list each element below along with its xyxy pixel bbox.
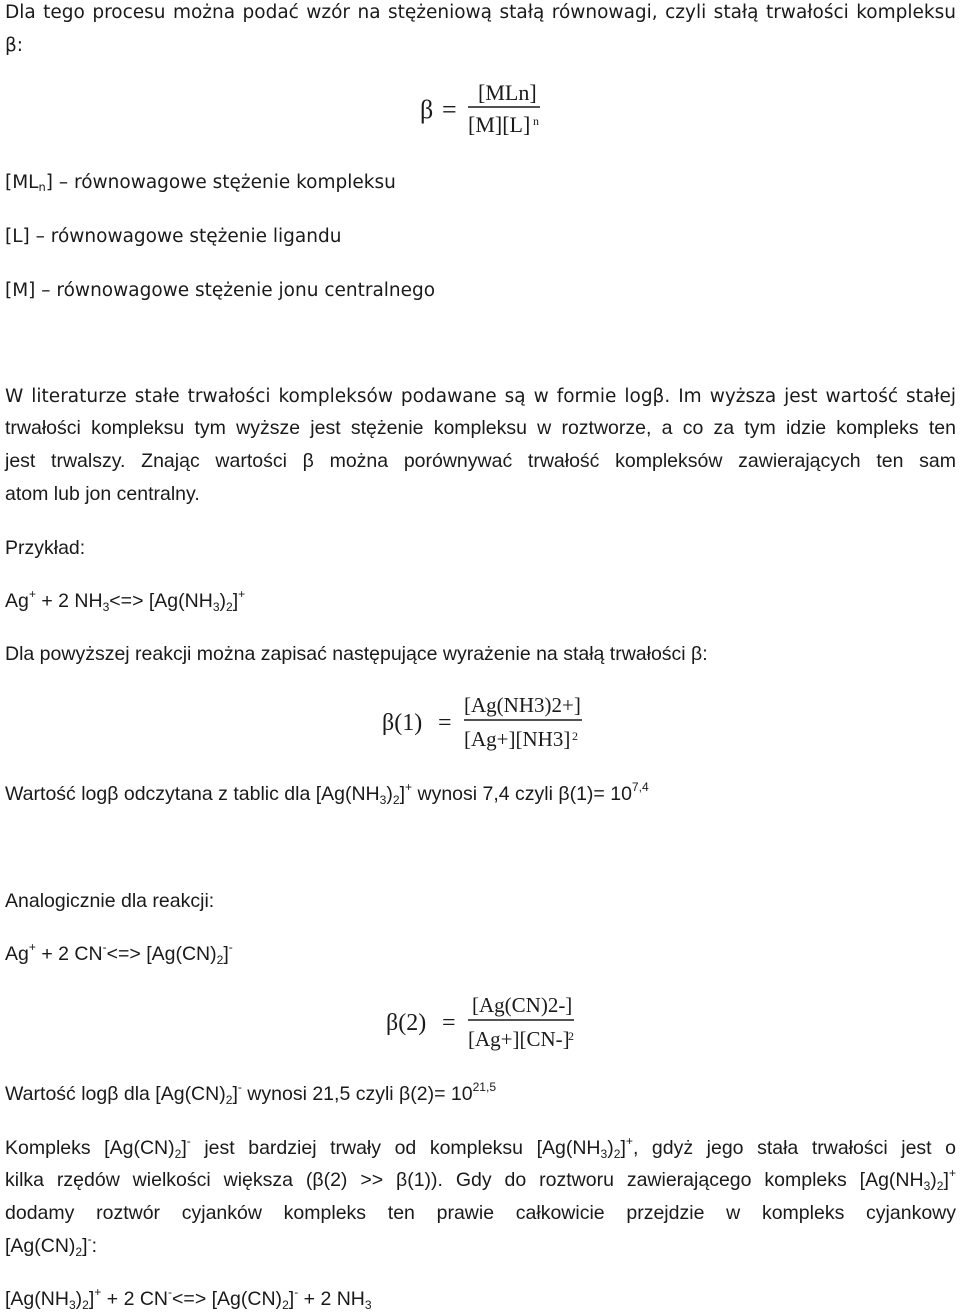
formula-beta1-exponent: 2 — [572, 729, 578, 743]
value-1: Wartość logβ odczytana z tablic dla $[Ag(NH_3)_2]^+$ wynosi 7,4 czyli $\beta(1)= 10^{7,4}$ — [5, 779, 649, 807]
formula-beta1-eq: = — [438, 710, 452, 736]
formula-beta2-lhs: β(2) — [386, 1010, 427, 1036]
formula-beta1 — [380, 688, 590, 754]
paragraph2-line-3: dodamy roztwór cyjanków kompleks ten prawie całkowicie przejdzie w kompleks cyjankowy — [5, 1202, 956, 1224]
reaction-1: Ag+ + 2 $NH_3<=> [Ag(NH_3)_2]^+$ — [5, 586, 246, 614]
definition-m: [M] – równowagowe stężenie jonu centralnego — [5, 280, 436, 301]
analog-label: Analogicznie dla reakcji: — [5, 890, 215, 912]
formula-beta2-denominator: [Ag+][CN-] — [468, 1027, 570, 1051]
expression-intro: Dla powyższej reakcji można zapisać następujące wyrażenie na stałą trwałości β: — [5, 643, 708, 665]
formula-beta-lhs: β — [420, 95, 434, 124]
intro-line-1: Dla tego procesu można podać wzór na stężeniową stałą równowagi, czyli stałą trwałości kompleksu — [5, 2, 956, 23]
paragraph1-line-1: W literaturze stałe trwałości kompleksów podawane są w formie logβ. Im wyższa jest wartość stałej — [5, 386, 956, 407]
paragraph2-line-1: Kompleks $[Ag(CN)_2]^-$ jest bardziej trwały od kompleksu $[Ag(NH_3)_2]^+$, gdyż jego stała trwałości jest o — [5, 1133, 956, 1161]
paragraph2-line-4: $[Ag(CN)_2]^-$: — [5, 1231, 98, 1259]
intro-line-2: β: — [5, 35, 24, 56]
reaction-2: Ag+ + 2 $CN^-<=> [Ag(CN)_2]^-$ — [5, 939, 233, 967]
example-label: Przykład: — [5, 537, 86, 559]
formula-beta2-eq: = — [442, 1010, 456, 1036]
formula-beta2-numerator: [Ag(CN)2-] — [472, 993, 573, 1017]
paragraph2-line-2: kilka rzędów wielkości większa (β(2) >> β(1)). Gdy do roztworu zawierającego kompleks $[Ag(NH_3)_2]^+$ — [5, 1165, 956, 1193]
paragraph1-line-2: trwałości kompleksu tym wyższe jest stężenie kompleksu w roztworze, a co za tym idzie kompleks ten — [5, 417, 956, 439]
formula-beta-numerator: [MLn] — [478, 80, 537, 105]
definition-l: [L] – równowagowe stężenie ligandu — [5, 226, 342, 247]
formula-beta-exponent: n — [533, 114, 539, 128]
formula-beta2 — [384, 988, 584, 1054]
formula-beta — [418, 78, 548, 140]
formula-beta-denominator: [M][L] — [468, 112, 531, 137]
formula-beta1-lhs: β(1) — [382, 710, 423, 736]
value-2: Wartość logβ dla $[Ag(CN)_2]^-$ wynosi 21,5 czyli $\beta(2)= 10^{21,5}$ — [5, 1079, 497, 1107]
formula-beta2-exponent: 2 — [568, 1029, 574, 1043]
formula-beta1-numerator: [Ag(NH3)2+] — [464, 693, 581, 717]
formula-beta-eq: = — [442, 95, 457, 124]
definition-mln: $[ML_n]$ – równowagowe stężenie kompleksu — [5, 172, 396, 195]
paragraph1-line-4: atom lub jon centralny. — [5, 483, 200, 505]
formula-beta1-denominator: [Ag+][NH3] — [464, 727, 571, 751]
reaction-3: $[Ag(NH_3)_2]^+ + 2$ $CN^-<=> [Ag(CN)_2]^- + 2$ $NH_3$ — [5, 1284, 372, 1312]
paragraph1-line-3: jest trwalszy. Znając wartości β można porównywać trwałość kompleksów zawierających ten sam — [5, 450, 956, 472]
